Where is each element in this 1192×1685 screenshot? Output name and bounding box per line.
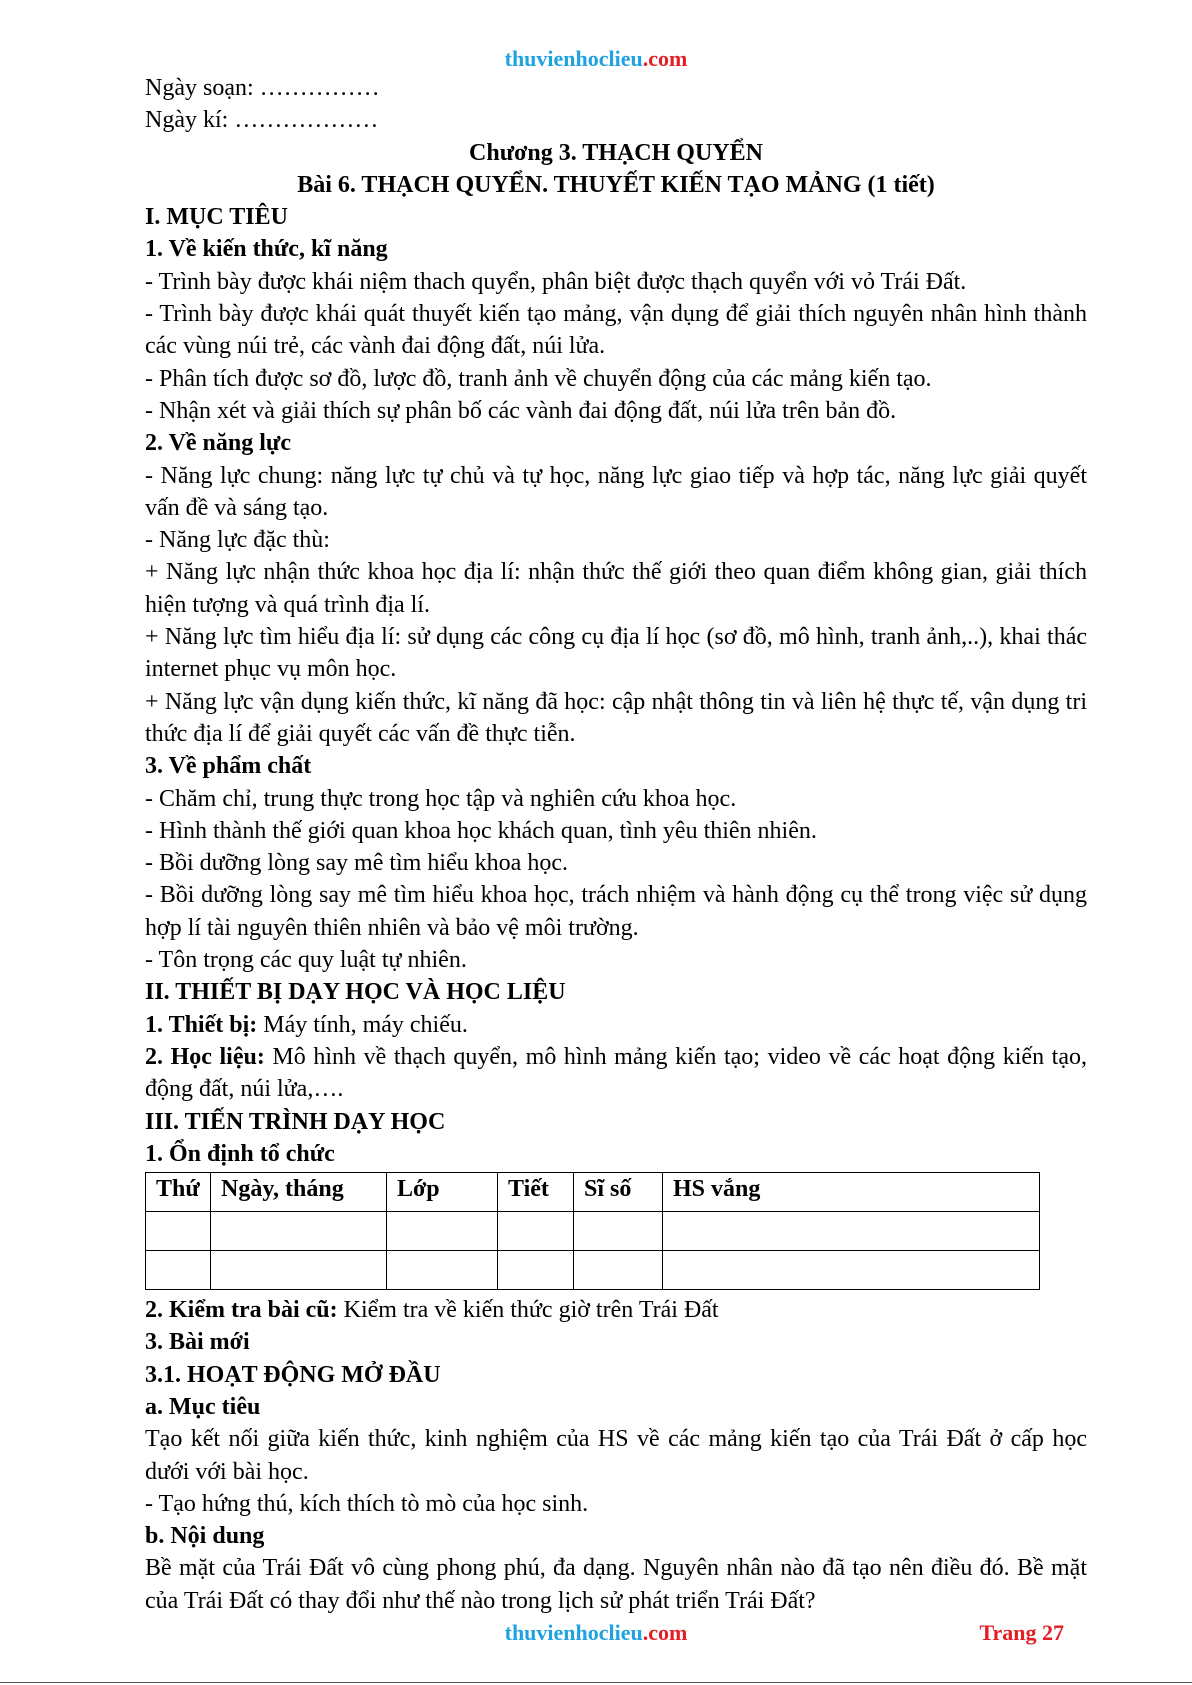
paragraph: - Tôn trọng các quy luật tự nhiên. — [145, 947, 467, 974]
section-2-heading: II. THIẾT BỊ DẠY HỌC VÀ HỌC LIỆU — [145, 979, 566, 1006]
paragraph: - Phân tích được sơ đồ, lược đồ, tranh ảnh về chuyển động của các mảng kiến tạo. — [145, 365, 932, 392]
table-cell[interactable] — [498, 1251, 574, 1290]
table-cell[interactable] — [387, 1212, 498, 1251]
paragraph: - Tạo hứng thú, kích thích tò mò của học sinh. — [145, 1490, 589, 1517]
table-header-cell: HS vắng — [663, 1173, 1040, 1212]
section-1-heading: I. MỤC TIÊU — [145, 204, 288, 231]
ngay-ki: Ngày kí: ……………… — [145, 107, 379, 134]
section-3-sub3: 3. Bài mới — [145, 1329, 250, 1356]
brand-domain: .com — [642, 46, 688, 71]
document-content — [145, 72, 1087, 1617]
table-row — [146, 1212, 1040, 1251]
table-cell[interactable] — [663, 1212, 1040, 1251]
table-cell[interactable] — [574, 1212, 663, 1251]
brand-name: thuvienhoclieu — [504, 1620, 643, 1645]
bottom-divider — [0, 1682, 1192, 1683]
paragraph: Bề mặt của Trái Đất vô cùng phong phú, đa dạng. Nguyên nhân nào đã tạo nên điều đó. Bề mặt của Trái Đất có thay đổi như thế nào trong lịch sử phát triển Trái Đất? — [145, 1555, 1087, 1614]
table-header-cell: Tiết — [498, 1173, 574, 1212]
paragraph: - Bồi dưỡng lòng say mê tìm hiểu khoa học. — [145, 850, 568, 877]
equipment-line — [145, 1009, 1087, 1041]
paragraph: - Năng lực đặc thù: — [145, 527, 330, 554]
paragraph: + Năng lực nhận thức khoa học địa lí: nhận thức thế giới theo quan điểm không gian, giải thích hiện tượng và quá trình địa lí. — [145, 559, 1087, 618]
paragraph: + Năng lực tìm hiểu địa lí: sử dụng các công cụ địa lí học (sơ đồ, mô hình, tranh ảnh,..), khai thác internet phục vụ môn học. — [145, 624, 1087, 683]
content-heading: b. Nội dung — [145, 1523, 265, 1550]
table-cell[interactable] — [387, 1251, 498, 1290]
old-lesson-check — [145, 1294, 1087, 1326]
section-3-heading: III. TIẾN TRÌNH DẠY HỌC — [145, 1108, 446, 1135]
table-cell[interactable] — [146, 1212, 211, 1251]
table-row — [146, 1251, 1040, 1290]
brand-name: thuvienhoclieu — [504, 46, 643, 71]
table-header-row — [146, 1173, 1040, 1212]
section-1-sub3: 3. Về phẩm chất — [145, 753, 312, 780]
page-number: Trang 27 — [979, 1620, 1064, 1645]
table-header-cell: Sĩ số — [574, 1173, 663, 1212]
old-lesson-label: 2. Kiểm tra bài cũ: — [145, 1297, 338, 1324]
old-lesson-text: Kiểm tra về kiến thức giờ trên Trái Đất — [337, 1297, 719, 1324]
table-cell[interactable] — [146, 1251, 211, 1290]
lesson-title: Bài 6. THẠCH QUYỂN. THUYẾT KIẾN TẠO MẢNG (1 tiết) — [297, 171, 935, 198]
paragraph: - Bồi dưỡng lòng say mê tìm hiểu khoa học, trách nhiệm và hành động cụ thể trong việc sử dụng hợp lí tài nguyên thiên nhiên và bảo vệ môi trường. — [145, 882, 1087, 941]
paragraph: - Năng lực chung: năng lực tự chủ và tự học, năng lực giao tiếp và hợp tác, năng lực giải quyết vấn đề và sáng tạo. — [145, 462, 1087, 521]
materials-label: 2. Học liệu: — [145, 1043, 265, 1070]
materials-text: Mô hình về thạch quyển, mô hình mảng kiến tạo; video về các hoạt động kiến tạo, động đất, núi lửa,…. — [145, 1043, 1087, 1103]
objective-heading: a. Mục tiêu — [145, 1393, 261, 1420]
chapter-title: Chương 3. THẠCH QUYỂN — [469, 139, 763, 166]
materials-line — [145, 1041, 1087, 1106]
section-1-sub1: 1. Về kiến thức, kĩ năng — [145, 236, 388, 263]
paragraph: Tạo kết nối giữa kiến thức, kinh nghiệm của HS về các mảng kiến tạo của Trái Đất ở cấp học dưới với bài học. — [145, 1426, 1087, 1485]
equipment-label: 1. Thiết bị: — [145, 1011, 258, 1038]
page-footer — [0, 1617, 1192, 1649]
paragraph: - Trình bày được khái niệm thach quyển, phân biệt được thạch quyển với vỏ Trái Đất. — [145, 268, 967, 295]
equipment-text: Máy tính, máy chiếu. — [257, 1011, 468, 1038]
table-header-cell: Ngày, tháng — [211, 1173, 387, 1212]
table-cell[interactable] — [574, 1251, 663, 1290]
header-brand[interactable] — [0, 43, 1192, 75]
ngay-soan: Ngày soạn: …………… — [145, 75, 380, 101]
paragraph: - Hình thành thế giới quan khoa học khách quan, tình yêu thiên nhiên. — [145, 817, 817, 844]
paragraph: - Nhận xét và giải thích sự phân bố các vành đai động đất, núi lửa trên bản đồ. — [145, 397, 897, 424]
table-cell[interactable] — [211, 1212, 387, 1251]
table-header-cell: Lớp — [387, 1173, 498, 1212]
table-cell[interactable] — [498, 1212, 574, 1251]
brand-domain: .com — [642, 1620, 688, 1645]
section-3-sub1: 1. Ổn định tổ chức — [145, 1140, 335, 1167]
section-1-sub2: 2. Về năng lực — [145, 430, 291, 457]
section-3-1: 3.1. HOẠT ĐỘNG MỞ ĐẦU — [145, 1361, 441, 1388]
table-cell[interactable] — [211, 1251, 387, 1290]
attendance-table — [145, 1172, 1040, 1290]
table-header-cell: Thứ — [146, 1173, 211, 1212]
paragraph: - Chăm chỉ, trung thực trong học tập và nghiên cứu khoa học. — [145, 785, 737, 812]
table-cell[interactable] — [663, 1251, 1040, 1290]
paragraph: + Năng lực vận dụng kiến thức, kĩ năng đã học: cập nhật thông tin và liên hệ thực tế, vận dụng tri thức địa lí để giải quyết các vấn đề thực tiễn. — [145, 688, 1087, 747]
paragraph: - Trình bày được khái quát thuyết kiến tạo mảng, vận dụng để giải thích nguyên nhân hình thành các vùng núi trẻ, các vành đai động đất, núi lửa. — [145, 301, 1087, 360]
